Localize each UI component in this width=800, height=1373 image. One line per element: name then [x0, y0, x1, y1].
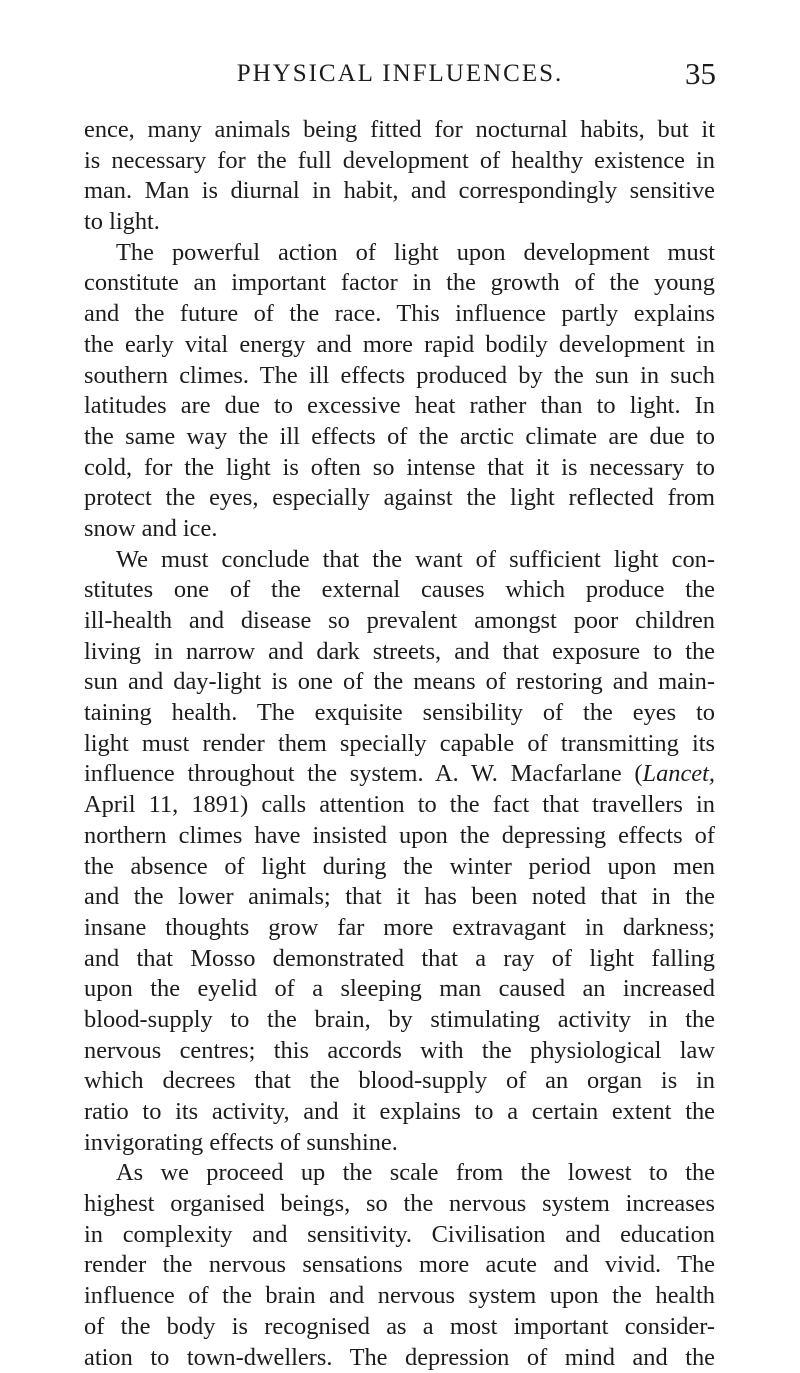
text-line: The powerful action of light upon development must: [84, 238, 715, 269]
citation-lead: influence throughout the system. A. W. Macfarlane (: [84, 760, 643, 787]
text-line: insane thoughts grow far more extravagant in darkness;: [84, 913, 715, 944]
text-line: northern climes have insisted upon the depressing effects of: [84, 821, 715, 852]
text-line: nervous centres; this accords with the physiological law: [84, 1036, 715, 1067]
text-line: the absence of light during the winter period upon men: [84, 852, 715, 883]
text-line: blood-supply to the brain, by stimulating activity in the: [84, 1005, 715, 1036]
text-line: of the body is recognised as a most important consider-: [84, 1312, 715, 1343]
text-line: living in narrow and dark streets, and that exposure to the: [84, 637, 715, 668]
text-line: invigorating effects of sunshine.: [84, 1128, 715, 1159]
text-line: protect the eyes, especially against the light reflected from: [84, 483, 715, 514]
text-line: influence of the brain and nervous system upon the health: [84, 1281, 715, 1312]
text-line: We must conclude that the want of sufficient light con-: [84, 545, 715, 576]
text-line: highest organised beings, so the nervous system increases: [84, 1189, 715, 1220]
text-line: the same way the ill effects of the arctic climate are due to: [84, 422, 715, 453]
text-line: and that Mosso demonstrated that a ray of light falling: [84, 944, 715, 975]
text-line: to light.: [84, 207, 715, 238]
body-text: [84, 115, 715, 1373]
text-line: latitudes are due to excessive heat rather than to light. In: [84, 391, 715, 422]
text-line-citation: [84, 759, 715, 790]
text-line: ation to town-dwellers. The depression of mind and the: [84, 1343, 715, 1373]
text-line: As we proceed up the scale from the lowest to the: [84, 1158, 715, 1189]
text-line: snow and ice.: [84, 514, 715, 545]
text-line: ratio to its activity, and it explains to a certain extent the: [84, 1097, 715, 1128]
text-line: sun and day-light is one of the means of restoring and main-: [84, 667, 715, 698]
running-title: PHYSICAL INFLUENCES.: [84, 60, 716, 88]
text-line: stitutes one of the external causes which produce the: [84, 575, 715, 606]
citation-journal: Lancet,: [643, 760, 715, 787]
text-line: ence, many animals being fitted for nocturnal habits, but it: [84, 115, 715, 146]
page-number: 35: [685, 56, 716, 92]
text-line: render the nervous sensations more acute and vivid. The: [84, 1250, 715, 1281]
text-line: man. Man is diurnal in habit, and correspondingly sensitive: [84, 176, 715, 207]
text-line: taining health. The exquisite sensibility of the eyes to: [84, 698, 715, 729]
text-line: in complexity and sensitivity. Civilisation and education: [84, 1220, 715, 1251]
text-line: and the lower animals; that it has been noted that in the: [84, 882, 715, 913]
text-line: is necessary for the full development of healthy existence in: [84, 146, 715, 177]
text-line: April 11, 1891) calls attention to the fact that travellers in: [84, 790, 715, 821]
text-line: cold, for the light is often so intense that it is necessary to: [84, 453, 715, 484]
text-line: ill-health and disease so prevalent amongst poor children: [84, 606, 715, 637]
text-line: light must render them specially capable of transmitting its: [84, 729, 715, 760]
text-line: constitute an important factor in the growth of the young: [84, 268, 715, 299]
running-head: [84, 60, 716, 96]
text-line: which decrees that the blood-supply of an organ is in: [84, 1066, 715, 1097]
text-line: the early vital energy and more rapid bodily development in: [84, 330, 715, 361]
text-line: and the future of the race. This influence partly explains: [84, 299, 715, 330]
text-line: southern climes. The ill effects produced by the sun in such: [84, 361, 715, 392]
text-line: upon the eyelid of a sleeping man caused an increased: [84, 974, 715, 1005]
